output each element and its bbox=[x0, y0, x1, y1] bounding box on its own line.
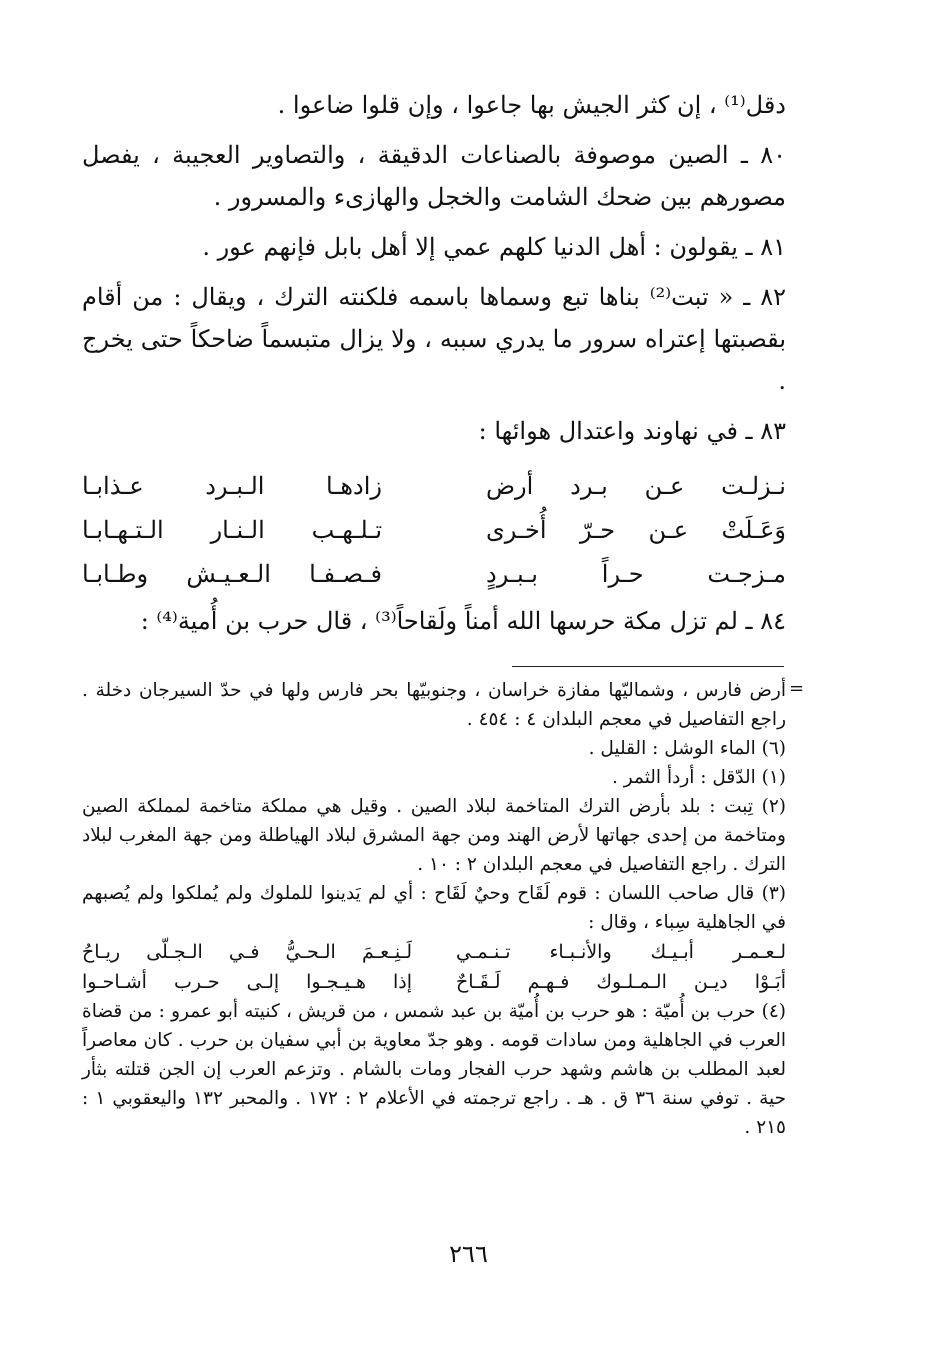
main-text bbox=[82, 84, 786, 650]
poem-line bbox=[82, 552, 786, 596]
poem-hemistich-first: مـزجـت حـراً بـبـردٍ bbox=[486, 560, 786, 588]
continuation-mark: = bbox=[789, 678, 805, 699]
footnote-separator bbox=[512, 666, 784, 667]
poem-hemistich-second: إذا هـيـجـوا إلـى حـرب أشـاحـوا bbox=[82, 971, 412, 993]
footnotes bbox=[82, 676, 786, 1142]
footnote-4: (٤) حرب بن أُميّة : هو حرب بن أُميّة بن عبد شمس ، من قريش ، كنيته أبو عمرو : من قضاة العرب في الجاهلية ومن سادات قومه . وهو جدّ معاوية بن أبي سفيان بن حرب . كان معاصراً لعبد المطلب بن هاشم وشهد حرب الفجار ومات بالشام . وتزعم العرب إن الجن قتلته بثأر حية . توفي سنة ٣٦ ق . هـ . راجع ترجمته في الأعلام ٢ : ١٧٢ . والمحبر ١٣٢ واليعقوبي ١ : ٢١٥ . bbox=[82, 1001, 787, 1138]
poem-hemistich-second: تـلـهـب الـنـار الـتـهـابـا bbox=[82, 516, 382, 544]
poem-hemistich-first: لـعـمـر أبـيـك والأنـبـاء تـنـمـي bbox=[456, 941, 786, 963]
poem-nahawand bbox=[82, 464, 786, 596]
poem-line bbox=[82, 464, 786, 508]
poem-hemistich-second: لَـنِـعـمَ الـحـيُّ فـي الـجـلّى ريـاحُ bbox=[82, 941, 412, 963]
footnote-6: (٦) الماء الوشل : القليل . bbox=[588, 738, 786, 759]
poem-line bbox=[82, 508, 786, 552]
poem-hemistich-second: زادهـا الـبـرد عـذابـا bbox=[82, 472, 382, 500]
paragraph-81: ٨١ ـ يقولون : أهل الدنيا كلهم عمي إلا أهل بابل فإنهم عور . bbox=[202, 233, 786, 261]
page-number: ٢٦٦ bbox=[449, 1240, 488, 1268]
paragraph-84: ٨٤ ـ لم تزل مكة حرسها الله أمناً ولَقاحاً⁽³⁾ ، قال حرب بن أُمية⁽⁴⁾ : bbox=[140, 607, 786, 635]
footnote-poem bbox=[82, 937, 786, 997]
poem-hemistich-second: فـصـفـا الـعـيـش وطـابـا bbox=[82, 560, 382, 588]
poem-hemistich-first: أبَـوْا ديـن الـمـلـوك فـهـم لَـقَـاحٌ bbox=[456, 971, 786, 993]
footnote-3: (٣) قال صاحب اللسان : قوم لَقَاح وحيٌ لَقَاح : أي لم يَدينوا للملوك ولم يُملكوا ولم يُصبهم في الجاهلية سِباء ، وقال : bbox=[82, 883, 786, 933]
footnote-continued: أرض فارس ، وشماليّها مفازة خراسان ، وجنوبيّها بحر فارس ولها في حدّ السيرجان دخلة . راجع التفاصيل في معجم البلدان ٤ : ٤٥٤ . bbox=[82, 680, 786, 730]
footnote-poem-line bbox=[82, 967, 786, 997]
paragraph-83: ٨٣ ـ في نهاوند واعتدال هوائها : bbox=[478, 417, 786, 445]
poem-hemistich-first: وَعَـلَتْ عـن حـرّ أُخـرى bbox=[486, 516, 786, 544]
poem-hemistich-first: نـزلـت عـن بـرد أرض bbox=[486, 472, 786, 500]
paragraph-80: ٨٠ ـ الصين موصوفة بالصناعات الدقيقة ، والتصاوير العجيبة ، يفصل مصورهم بين ضحك الشامت والخجل والهازىء والمسرور . bbox=[82, 141, 786, 211]
footnote-1: (١) الدّقل : أردأ الثمر . bbox=[612, 767, 786, 788]
paragraph-dql: دقل⁽¹⁾ ، إن كثر الجيش بها جاعوا ، وإن قلوا ضاعوا . bbox=[277, 91, 786, 119]
footnote-poem-line bbox=[82, 937, 786, 967]
footnote-2: (٢) تِبت : بلد بأرض الترك المتاخمة لبلاد الصين . وقيل هي مملكة متاخمة لمملكة الصين ومتاخمة من إحدى جهاتها لأرض الهند ومن جهة المشرق لبلاد الهياطلة ومن جهة المغرب لبلاد الترك . راجع التفاصيل في معجم البلدان ٢ : ١٠ . bbox=[82, 796, 786, 875]
paragraph-82: ٨٢ ـ « تبت⁽²⁾ بناها تبع وسماها باسمه فلكنته الترك ، ويقال : من أقام بقصبتها إعتراه سرور ما يدري سببه ، ولا يزال متبسماً ضاحكاً حتى يخرج . bbox=[82, 283, 787, 395]
